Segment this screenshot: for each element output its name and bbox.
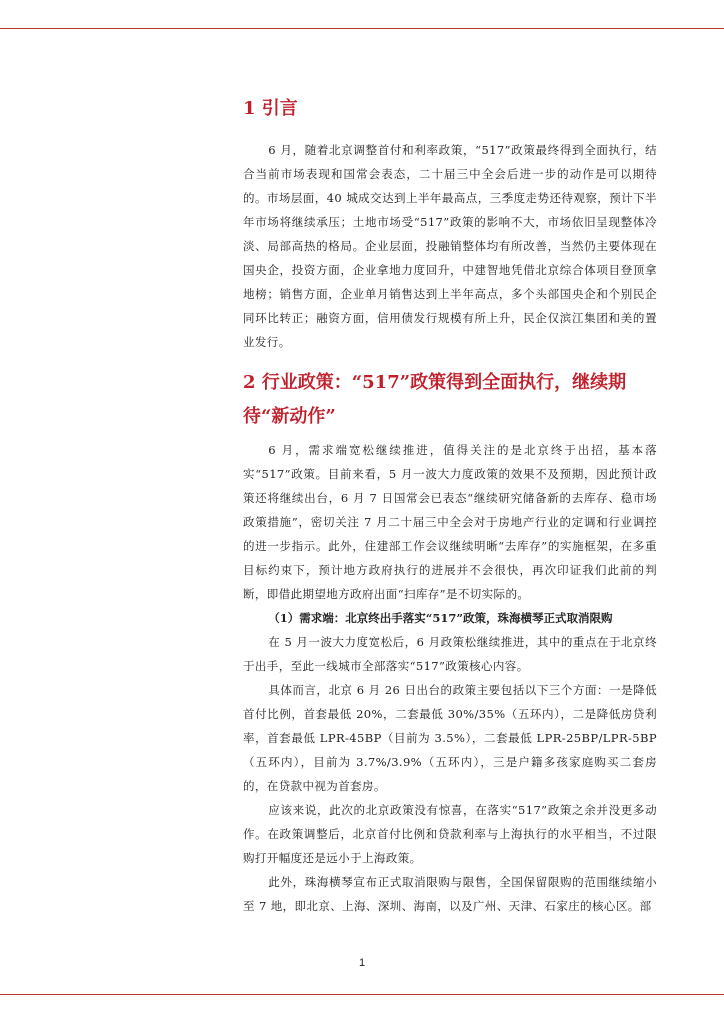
section-2-sub-paragraph-4: 此外，珠海横琴宣布正式取消限购与限售，全国保留限购的范围继续缩小至 7 地，即北京、上海、深圳、海南，以及广州、天津、石家庄的核心区。部 — [243, 875, 657, 913]
section-2-subheading: （1）需求端：北京终出手落实“517”政策，珠海横琴正式取消限购 — [268, 611, 613, 625]
document-body — [243, 92, 657, 918]
section-2-heading: 2 行业政策：“517”政策得到全面执行，继续期待“新动作” — [243, 372, 627, 427]
header-rule — [0, 28, 724, 29]
footer-rule — [0, 994, 724, 995]
section-2-paragraph: 6 月，需求端宽松继续推进，值得关注的是北京终于出招，基本落实“517”政策。目前来看，5 月一波大力度政策的效果不及预期，因此预计政策还将继续出台，6 月 7 日国常会已表态“继续研究储备新的去库存、稳市场政策措施”，密切关注 7 月二十届三中全会对于房地产行业的定调和行业调控的进一步指示。此外，住建部工作会议继续明晰“去库存”的实施框架，在多重目标约束下，预计地方政府执行的进展并不会很快，再次印证我们此前的判断，即借此期望地方政府出面“扫库存”是不切实际的。 — [243, 443, 657, 601]
page-number: 1 — [358, 957, 366, 969]
section-2-sub-paragraph-1: 在 5 月一波大力度宽松后，6 月政策松继续推进，其中的重点在于北京终于出手，至此一线城市全部落实“517”政策核心内容。 — [243, 635, 657, 673]
section-1-paragraph: 6 月，随着北京调整首付和利率政策，“517”政策最终得到全面执行，结合当前市场表现和国常会表态，二十届三中全会后进一步的动作是可以期待的。市场层面，40 城成交达到上半年最高点，三季度走势还待观察，预计下半年市场将继续承压；土地市场受“517”政策的影响不大，市场依旧呈现整体冷淡、局部高热的格局。企业层面，投融销整体均有所改善，当然仍主要体现在国央企，投资方面，企业拿地力度回升，中建智地凭借北京综合体项目登顶拿地榜；销售方面，企业单月销售达到上半年高点，多个头部国央企和个别民企同环比转正；融资方面，信用债发行规模有所上升，民企仅滨江集团和美的置业发行。 — [243, 143, 657, 349]
section-2-sub-paragraph-3: 应该来说，此次的北京政策没有惊喜，在落实“517”政策之余并没更多动作。在政策调整后，北京首付比例和贷款利率与上海执行的水平相当，不过限购打开幅度还是远小于上海政策。 — [243, 803, 657, 865]
section-1-heading: 1 引言 — [243, 98, 298, 119]
section-2-sub-paragraph-2: 具体而言，北京 6 月 26 日出台的政策主要包括以下三个方面：一是降低首付比例，首套最低 20%，二套最低 30%/35%（五环内），二是降低房贷利率，首套最低 LPR-45BP（目前为 3.5%），二套最低 LPR-25BP/LPR-5BP（五环内），目前为 3.7%/3.9%（五环内），三是户籍多孩家庭购买二套房的，在贷款中视为首套房。 — [243, 683, 657, 793]
